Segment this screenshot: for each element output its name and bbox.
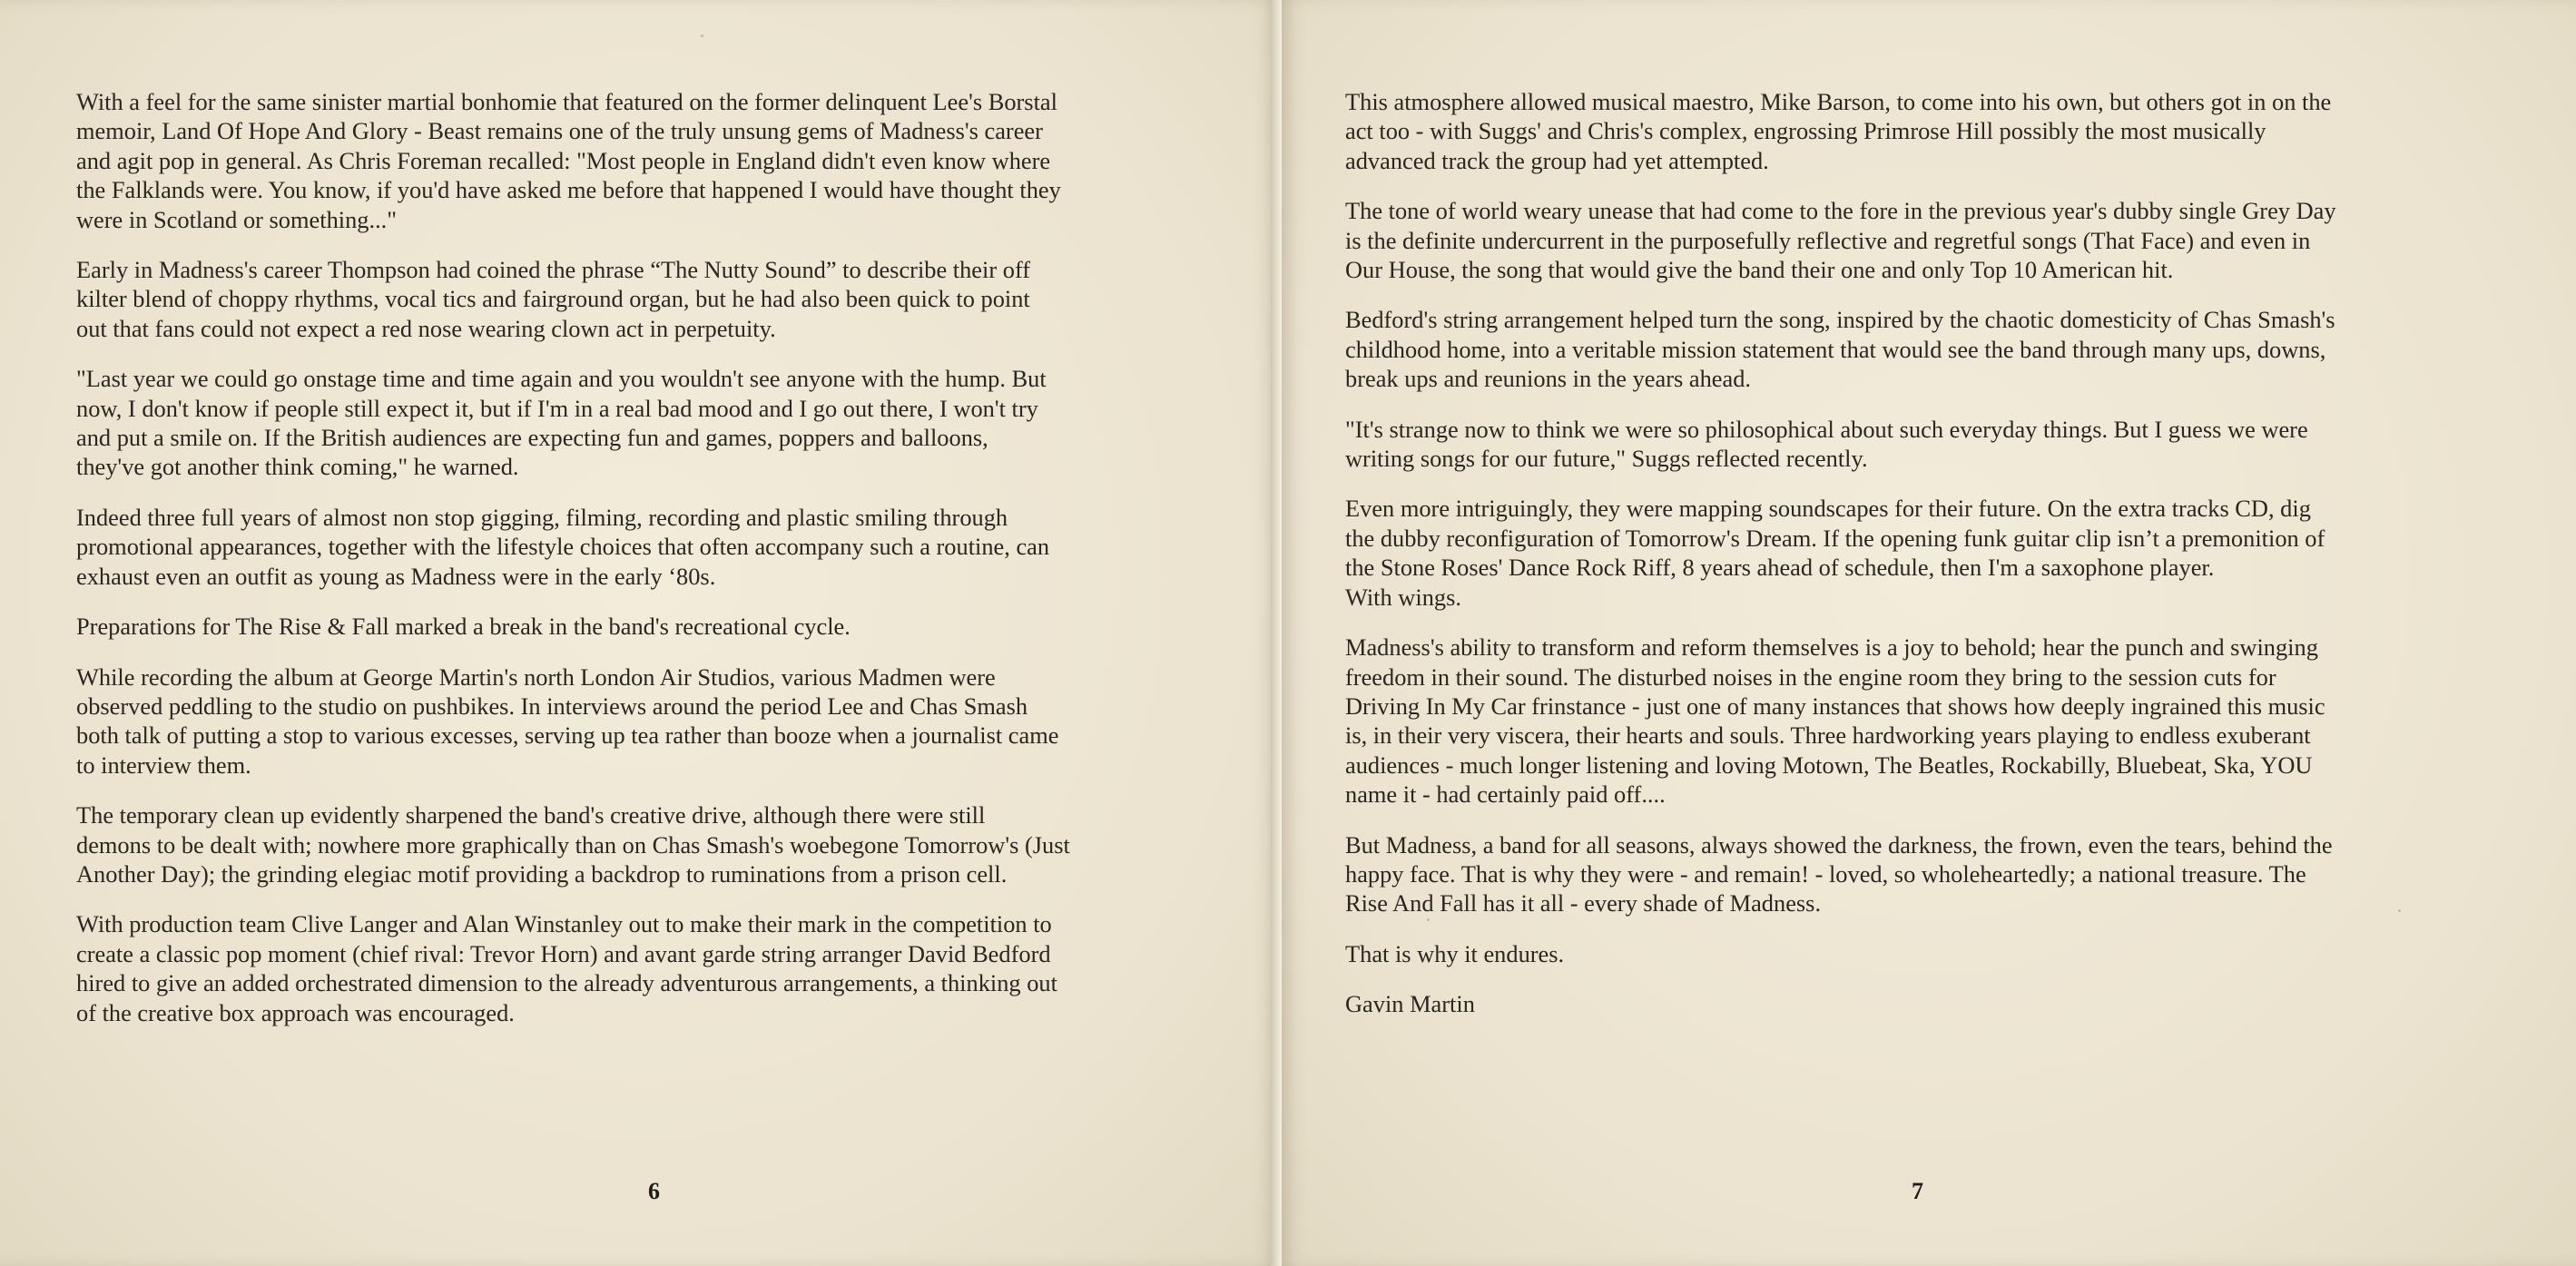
paragraph: But Madness, a band for all seasons, always showed the darkness, the frown, even the tears, behind the happy face. That is why they were - and remain! - loved, so wholeheartedly; a national treasure. The Rise And Fall has it all - every shade of Madness. (1345, 830, 2333, 918)
paragraph: While recording the album at George Martin's north London Air Studios, various Madmen were observed peddling to the studio on pushbikes. In interviews around the period Lee and Chas Smash both talk of putting a stop to various excesses, serving up tea rather than booze when a journalist came to interview them. (76, 662, 1059, 779)
paragraph: Bedford's string arrangement helped turn the song, inspired by the chaotic domesticity of Chas Smash's childhood home, into a veritable mission statement that would see the band through many ups, downs, break ups and reunions in the years ahead. (1345, 306, 2335, 393)
paragraph: Preparations for The Rise & Fall marked a break in the band's recreational cycle. (76, 613, 850, 641)
paragraph: With a feel for the same sinister martial bonhomie that featured on the former delinquent Lee's Borstal memoir, Land Of Hope And Glory - Beast remains one of the truly unsung gems of Madness's career and agit pop in general. As Chris Foreman recalled: "Most people in England didn't even know where the Falklands were. You know, if you'd have asked me before that happened I would have thought they were in Scotland or something..." (76, 88, 1061, 233)
paragraph: Madness's ability to transform and reform themselves is a joy to behold; hear the punch and swinging freedom in their sound. The disturbed noises in the engine room they bring to the session cuts for Driving In My Car frinstance - just one of many instances that shows how deeply ingrained this music is, in their very viscera, their hearts and souls. Three hardworking years playing to endless exuberant audiences - much longer listening and loving Motown, The Beatles, Rockabilly, Bluebeat, Ska, YOU name it - had certainly paid off.... (1345, 633, 2325, 809)
paragraph: Indeed three full years of almost non stop gigging, filming, recording and plastic smiling through promotional appearances, together with the lifestyle choices that often accompany such a routine, can exhaust even an outfit as young as Madness were in the early ‘80s. (76, 503, 1050, 590)
paragraph: This atmosphere allowed musical maestro, Mike Barson, to come into his own, but others got in on the act too - with Suggs' and Chris's complex, engrossing Primrose Hill possibly the most musically advanced track the group had yet attempted. (1345, 88, 2332, 174)
page-number-left: 6 (648, 1178, 660, 1204)
paragraph: The temporary clean up evidently sharpened the band's creative drive, although there were still demons to be dealt with; nowhere more graphically than on Chas Smash's woebegone Tomorrow's (Just Another Day); the grinding elegiac motif providing a backdrop to ruminations from a prison cell. (76, 801, 1070, 888)
author-signature: Gavin Martin (1345, 990, 1475, 1018)
paper-speck (701, 34, 703, 37)
paragraph: That is why it endures. (1345, 939, 1565, 967)
paper-speck (361, 399, 364, 402)
paper-speck (1427, 918, 1430, 921)
right-page (1282, 0, 2576, 1266)
paragraph: With production team Clive Langer and Alan Winstanley out to make their mark in the competition to create a classic pop moment (chief rival: Trevor Horn) and avant garde string arranger David Bedford hired to give an added orchestrated dimension to the already adventurous arrangements, a thinking out of the creative box approach was encouraged. (76, 910, 1057, 1026)
left-page (0, 0, 1282, 1266)
page-number-right: 7 (1912, 1178, 1923, 1204)
paragraph: "It's strange now to think we were so philosophical about such everyday things. But I guess we were writing songs for our future," Suggs reflected recently. (1345, 415, 2308, 473)
paragraph: "Last year we could go onstage time and time again and you wouldn't see anyone with the hump. But now, I don't know if people still expect it, but if I'm in a real bad mood and I go out there, I won't try and put a smile on. If the British audiences are expecting fun and games, poppers and balloons, they've got another think coming," he warned. (76, 365, 1047, 481)
paragraph: Early in Madness's career Thompson had coined the phrase “The Nutty Sound” to describe their off kilter blend of choppy rhythms, vocal tics and fairground organ, but he had also been quick to point out that fans could not expect a red nose wearing clown act in perpetuity. (76, 256, 1031, 342)
right-text-column (1345, 87, 2561, 1040)
left-text-column (76, 87, 1274, 1048)
paper-speck (2398, 909, 2401, 912)
paragraph: Even more intriguingly, they were mapping soundscapes for their future. On the extra tracks CD, dig the dubby reconfiguration of Tomorrow's Dream. If the opening funk guitar clip isn’t a premonition of the Stone Roses' Dance Rock Riff, 8 years ahead of schedule, then I'm a saxophone player. With wings. (1345, 495, 2325, 611)
paragraph: The tone of world weary unease that had come to the fore in the previous year's dubby single Grey Day is the definite undercurrent in the purposefully reflective and regretful songs (That Face) and even in Our House, the song that would give the band their one and only Top 10 American hit. (1345, 197, 2336, 284)
